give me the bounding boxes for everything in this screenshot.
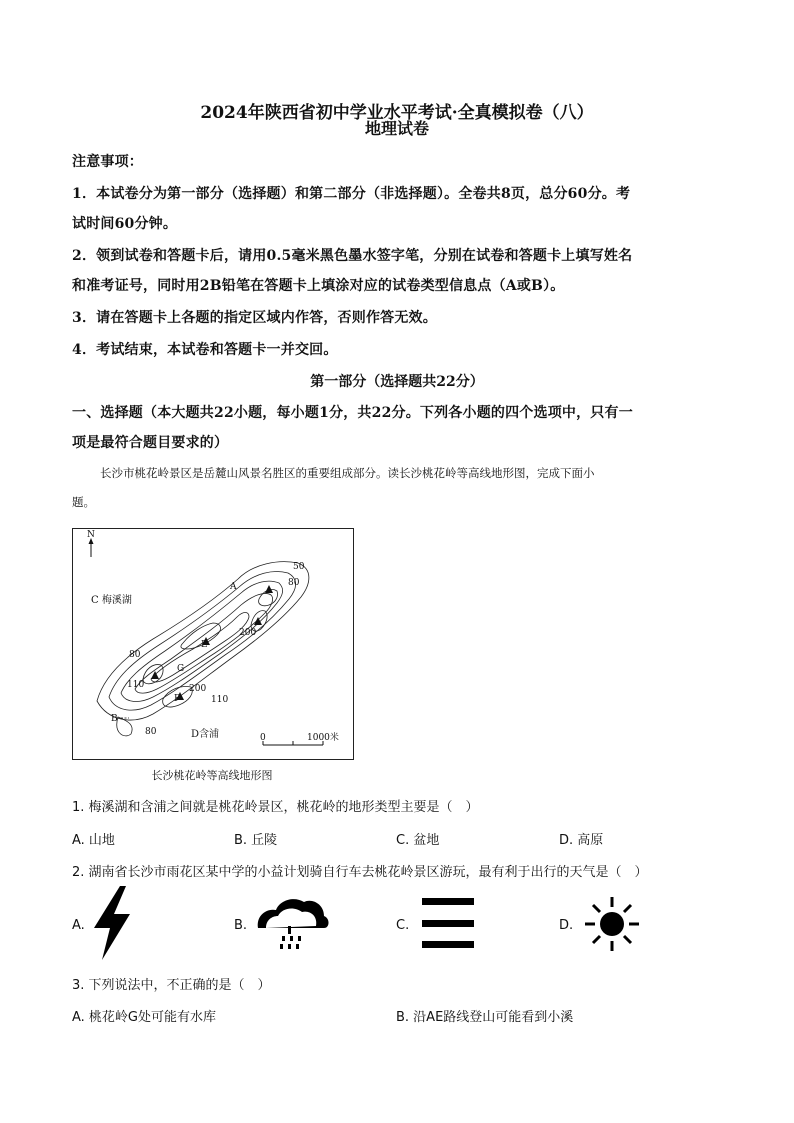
section-line-1: 一、选择题（本大题共22小题，每小题1分，共22分。下列各小题的四个选项中，只有一 — [72, 405, 633, 421]
map-label-110-bottom: 110 — [211, 695, 229, 705]
part1-heading: 第一部分（选择题共22分） — [310, 374, 484, 390]
notice-item-2-line-2: 和准考证号，同时用2B铅笔在答题卡上填涂对应的试卷类型信息点（A或B）。 — [72, 278, 565, 294]
map-label-50: 50 — [293, 562, 305, 572]
question-3-option-a[interactable]: A. 桃花岭G处可能有水库 — [72, 1010, 217, 1025]
map-label-f: F — [174, 694, 181, 704]
question-1-option-a[interactable]: A. 山地 — [72, 833, 115, 848]
map-label-b: B — [111, 714, 118, 724]
question-2-option-c[interactable]: C. — [396, 918, 410, 933]
map-label-200-bottom: 200 — [189, 684, 207, 694]
question-1-option-b[interactable]: B. 丘陵 — [234, 833, 278, 848]
map-label-g: G — [177, 664, 185, 674]
map-label-80-bottom: 80 — [145, 727, 157, 737]
scale-bar — [260, 731, 339, 745]
notice-item-4: 4．考试结束，本试卷和答题卡一并交回。 — [72, 342, 338, 358]
question-3-option-b[interactable]: B. 沿AE路线登山可能看到小溪 — [396, 1010, 574, 1025]
question-1-option-c[interactable]: C. 盆地 — [396, 833, 440, 848]
question-1-stem: 1. 梅溪湖和含浦之间就是桃花岭景区，桃花岭的地形类型主要是（ ） — [72, 800, 479, 815]
exam-subtitle: 地理试卷 — [364, 119, 429, 138]
north-label: N — [87, 530, 95, 540]
notice-item-1-line-2: 试时间60分钟。 — [72, 216, 178, 232]
scale-zero: 0 — [260, 733, 266, 743]
question-3-stem: 3. 下列说法中，不正确的是（ ） — [72, 978, 271, 993]
map-label-d: D含浦 — [191, 729, 220, 740]
map-caption: 长沙桃花岭等高线地形图 — [151, 769, 273, 782]
map-label-c: C 梅溪湖 — [91, 595, 132, 606]
question-1-option-d[interactable]: D. 高原 — [559, 833, 604, 848]
map-label-110-left: 110 — [127, 680, 145, 690]
question-2-option-d[interactable]: D. — [559, 918, 574, 933]
map-label-200-top: 200 — [239, 628, 257, 638]
exam-title: 2024年陕西省初中学业水平考试·全真模拟卷（八） — [200, 103, 594, 123]
intro-line-2: 题。 — [72, 495, 95, 509]
fog-icon — [422, 896, 474, 950]
notice-item-3: 3．请在答题卡上各题的指定区域内作答，否则作答无效。 — [72, 310, 437, 326]
question-2-option-b[interactable]: B. — [234, 918, 248, 933]
map-label-80-top: 80 — [288, 578, 300, 588]
north-arrow-icon — [87, 530, 95, 557]
contour-map — [72, 528, 354, 760]
map-label-a: A — [230, 582, 237, 592]
map-label-80-left: 80 — [129, 650, 141, 660]
notice-heading: 注意事项： — [72, 154, 143, 170]
question-2-stem: 2. 湖南省长沙市雨花区某中学的小益计划骑自行车去桃花岭景区游玩，最有利于出行的天气是（ ） — [72, 865, 648, 880]
lightning-icon — [90, 886, 134, 960]
map-label-e: E — [201, 640, 208, 650]
question-2-option-a[interactable]: A. — [72, 918, 85, 933]
intro-line-1: 长沙市桃花岭景区是岳麓山风景名胜区的重要组成部分。读长沙桃花岭等高线地形图，完成下面小 — [100, 466, 595, 480]
notice-item-1-line-1: 1．本试卷分为第一部分（选择题）和第二部分（非选择题）。全卷共8页，总分60分。考 — [72, 186, 631, 202]
rain-cloud-icon — [252, 894, 332, 950]
scale-1000: 1000米 — [307, 733, 339, 743]
sun-icon — [584, 896, 640, 952]
notice-item-2-line-1: 2．领到试卷和答题卡后，请用0.5毫米黑色墨水签字笔，分别在试卷和答题卡上填写姓名 — [72, 248, 633, 264]
section-line-2: 项是最符合题目要求的） — [72, 435, 229, 451]
